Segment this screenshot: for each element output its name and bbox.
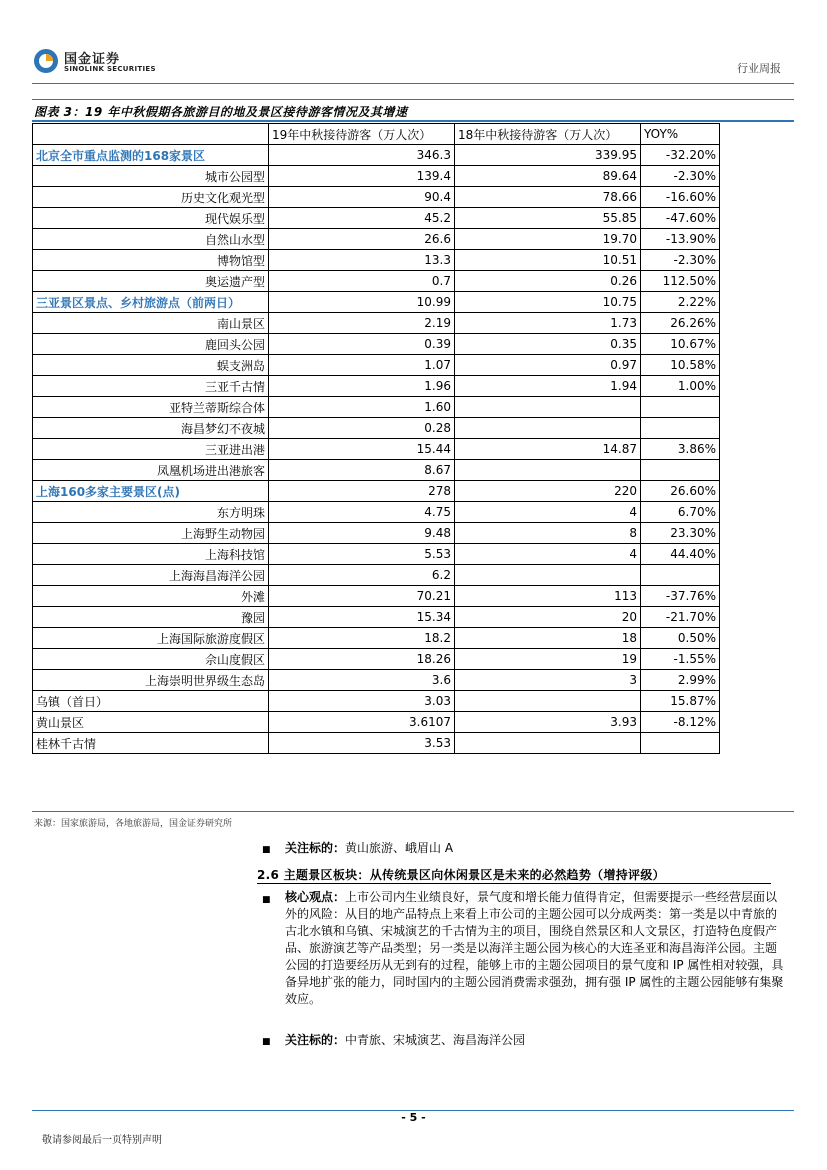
value-2018-cell: 0.26 — [455, 271, 641, 292]
value-2018-cell: 1.94 — [455, 376, 641, 397]
value-2018-cell: 3 — [455, 670, 641, 691]
value-2018-cell: 8 — [455, 523, 641, 544]
value-2019-cell: 3.03 — [269, 691, 455, 712]
table-row — [33, 670, 720, 691]
yoy-cell: 26.26% — [641, 313, 720, 334]
value-2018-cell: 3.93 — [455, 712, 641, 733]
section-title: 2.6 主题景区板块：从传统景区向休闲景区是未来的必然趋势（增持评级） — [257, 868, 665, 882]
row-name-cell: 豫园 — [33, 607, 269, 628]
source-divider — [32, 811, 794, 812]
row-name-cell: 上海野生动物园 — [33, 523, 269, 544]
row-name-cell: 上海海昌海洋公园 — [33, 565, 269, 586]
value-2019-cell: 4.75 — [269, 502, 455, 523]
table-row — [33, 607, 720, 628]
value-2019-cell: 0.7 — [269, 271, 455, 292]
bullet-square-icon: ■ — [262, 895, 271, 905]
row-name-cell: 博物馆型 — [33, 250, 269, 271]
brand-name-cn: 国金证券 — [64, 52, 121, 67]
table-header-row — [33, 124, 720, 145]
row-name-cell: 佘山度假区 — [33, 649, 269, 670]
column-header: 19年中秋接待游客（万人次） — [269, 124, 455, 145]
row-name-cell: 三亚千古情 — [33, 376, 269, 397]
value-2019-cell: 0.39 — [269, 334, 455, 355]
yoy-cell: 0.50% — [641, 628, 720, 649]
value-2018-cell: 55.85 — [455, 208, 641, 229]
paragraph-label: 关注标的： — [285, 841, 346, 855]
yoy-cell: -8.12% — [641, 712, 720, 733]
row-name-cell: 乌镇（首日） — [33, 691, 269, 712]
yoy-cell: 10.67% — [641, 334, 720, 355]
row-name-cell: 上海科技馆 — [33, 544, 269, 565]
figure-top-rule — [32, 99, 794, 100]
yoy-cell — [641, 565, 720, 586]
row-name-cell: 上海国际旅游度假区 — [33, 628, 269, 649]
yoy-cell: -16.60% — [641, 187, 720, 208]
yoy-cell: 10.58% — [641, 355, 720, 376]
value-2018-cell: 0.35 — [455, 334, 641, 355]
row-name-cell: 北京全市重点监测的168家景区 — [33, 145, 269, 166]
table-row — [33, 523, 720, 544]
table-row — [33, 313, 720, 334]
value-2018-cell: 18 — [455, 628, 641, 649]
yoy-cell: 6.70% — [641, 502, 720, 523]
value-2018-cell: 19 — [455, 649, 641, 670]
value-2018-cell: 220 — [455, 481, 641, 502]
row-name-cell: 鹿回头公园 — [33, 334, 269, 355]
value-2019-cell: 3.6107 — [269, 712, 455, 733]
table-row — [33, 334, 720, 355]
table-row — [33, 145, 720, 166]
row-name-cell: 上海160多家主要景区(点) — [33, 481, 269, 502]
table-row — [33, 439, 720, 460]
value-2019-cell: 9.48 — [269, 523, 455, 544]
yoy-cell — [641, 418, 720, 439]
value-2019-cell: 10.99 — [269, 292, 455, 313]
row-name-cell: 亚特兰蒂斯综合体 — [33, 397, 269, 418]
yoy-cell: 23.30% — [641, 523, 720, 544]
logo-icon — [33, 48, 59, 74]
value-2019-cell: 13.3 — [269, 250, 455, 271]
value-2019-cell: 70.21 — [269, 586, 455, 607]
row-name-cell: 奥运遗产型 — [33, 271, 269, 292]
row-name-cell: 东方明珠 — [33, 502, 269, 523]
yoy-cell: -47.60% — [641, 208, 720, 229]
table-row — [33, 649, 720, 670]
yoy-cell: -21.70% — [641, 607, 720, 628]
table-row — [33, 355, 720, 376]
paragraph-focus-2 — [285, 1032, 785, 1049]
section-underline — [257, 883, 771, 884]
row-name-cell: 现代娱乐型 — [33, 208, 269, 229]
row-name-cell: 桂林千古情 — [33, 733, 269, 754]
figure-source: 来源：国家旅游局，各地旅游局，国金证券研究所 — [34, 819, 233, 829]
value-2019-cell: 1.60 — [269, 397, 455, 418]
table-row — [33, 565, 720, 586]
header-divider — [32, 83, 794, 84]
row-name-cell: 自然山水型 — [33, 229, 269, 250]
value-2019-cell: 346.3 — [269, 145, 455, 166]
table-row — [33, 271, 720, 292]
table-row — [33, 397, 720, 418]
value-2019-cell: 18.2 — [269, 628, 455, 649]
yoy-cell: 2.22% — [641, 292, 720, 313]
value-2019-cell: 8.67 — [269, 460, 455, 481]
yoy-cell: -32.20% — [641, 145, 720, 166]
report-type: 行业周报 — [737, 62, 781, 75]
yoy-cell — [641, 397, 720, 418]
yoy-cell: 3.86% — [641, 439, 720, 460]
paragraph-text: 上市公司内生业绩良好，景气度和增长能力值得肯定，但需要提示一些经营层面以外的风险：从目的地产品特点上来看上市公司的主题公园可以分成两类：第一类是以中青旅的古北水镇和乌镇、宋城演艺的千古情为主的项目，围绕自然景区和人文景区，打造特色度假产品、旅游演艺等产品类型；另一类是以海洋主题公园为核心的大连圣亚和海昌海洋公园。主题公园的打造要经历从无到有的过程，能够上市的主题公园项目的景气度和 IP 属性相对较强，具备异地扩张的能力，同时国内的主题公园消费需求强劲，拥有强 IP 属性的主题公园能够有集聚效应。 — [285, 890, 784, 1006]
value-2019-cell: 45.2 — [269, 208, 455, 229]
yoy-cell: -2.30% — [641, 250, 720, 271]
value-2019-cell: 0.28 — [269, 418, 455, 439]
column-header: 18年中秋接待游客（万人次） — [455, 124, 641, 145]
value-2018-cell: 10.75 — [455, 292, 641, 313]
table-row — [33, 376, 720, 397]
column-header — [33, 124, 269, 145]
yoy-cell: -13.90% — [641, 229, 720, 250]
value-2018-cell — [455, 460, 641, 481]
value-2019-cell: 2.19 — [269, 313, 455, 334]
table-row — [33, 502, 720, 523]
yoy-cell: 2.99% — [641, 670, 720, 691]
value-2018-cell: 339.95 — [455, 145, 641, 166]
table-row — [33, 733, 720, 754]
value-2018-cell — [455, 565, 641, 586]
paragraph-text: 黄山旅游、峨眉山 A — [345, 841, 454, 855]
table-row — [33, 460, 720, 481]
column-header: YOY% — [641, 124, 720, 145]
yoy-cell — [641, 733, 720, 754]
value-2019-cell: 1.07 — [269, 355, 455, 376]
row-name-cell: 南山景区 — [33, 313, 269, 334]
value-2018-cell: 19.70 — [455, 229, 641, 250]
table-row — [33, 208, 720, 229]
row-name-cell: 凤凰机场进出港旅客 — [33, 460, 269, 481]
yoy-cell: 15.87% — [641, 691, 720, 712]
table-row — [33, 250, 720, 271]
table-row — [33, 229, 720, 250]
value-2018-cell: 4 — [455, 544, 641, 565]
yoy-cell: -37.76% — [641, 586, 720, 607]
value-2019-cell: 1.96 — [269, 376, 455, 397]
figure-title-rule — [32, 120, 794, 122]
paragraph-focus-1 — [285, 840, 785, 857]
value-2018-cell: 89.64 — [455, 166, 641, 187]
yoy-cell: 112.50% — [641, 271, 720, 292]
value-2019-cell: 139.4 — [269, 166, 455, 187]
yoy-cell: 1.00% — [641, 376, 720, 397]
footer-disclaimer: 敬请参阅最后一页特别声明 — [42, 1135, 162, 1146]
paragraph-label: 核心观点： — [285, 890, 346, 904]
yoy-cell: 44.40% — [641, 544, 720, 565]
row-name-cell: 海昌梦幻不夜城 — [33, 418, 269, 439]
table-row — [33, 691, 720, 712]
figure-title: 图表 3：19 年中秋假期各旅游目的地及景区接待游客情况及其增速 — [34, 105, 408, 119]
value-2019-cell: 18.26 — [269, 649, 455, 670]
value-2018-cell — [455, 418, 641, 439]
paragraph-label: 关注标的： — [285, 1033, 346, 1047]
value-2019-cell: 90.4 — [269, 187, 455, 208]
row-name-cell: 三亚景区景点、乡村旅游点（前两日） — [33, 292, 269, 313]
value-2018-cell: 20 — [455, 607, 641, 628]
table-row — [33, 712, 720, 733]
value-2018-cell — [455, 397, 641, 418]
value-2018-cell: 113 — [455, 586, 641, 607]
paragraph-text: 中青旅、宋城演艺、海昌海洋公园 — [345, 1033, 526, 1047]
yoy-cell: 26.60% — [641, 481, 720, 502]
value-2018-cell: 78.66 — [455, 187, 641, 208]
value-2018-cell: 4 — [455, 502, 641, 523]
value-2019-cell: 5.53 — [269, 544, 455, 565]
yoy-cell: -1.55% — [641, 649, 720, 670]
value-2019-cell: 3.6 — [269, 670, 455, 691]
brand-name-en: SINOLINK SECURITIES — [64, 65, 156, 73]
value-2019-cell: 15.44 — [269, 439, 455, 460]
table-row — [33, 418, 720, 439]
value-2019-cell: 6.2 — [269, 565, 455, 586]
yoy-cell: -2.30% — [641, 166, 720, 187]
table-row — [33, 166, 720, 187]
row-name-cell: 三亚进出港 — [33, 439, 269, 460]
value-2019-cell: 15.34 — [269, 607, 455, 628]
bullet-square-icon: ■ — [262, 845, 271, 855]
table-row — [33, 292, 720, 313]
row-name-cell: 蜈支洲岛 — [33, 355, 269, 376]
value-2018-cell: 10.51 — [455, 250, 641, 271]
row-name-cell: 黄山景区 — [33, 712, 269, 733]
value-2018-cell: 1.73 — [455, 313, 641, 334]
page-number: - 5 - — [401, 1111, 426, 1124]
table-row — [33, 481, 720, 502]
value-2018-cell — [455, 691, 641, 712]
table-row — [33, 628, 720, 649]
yoy-cell — [641, 460, 720, 481]
row-name-cell: 历史文化观光型 — [33, 187, 269, 208]
value-2019-cell: 3.53 — [269, 733, 455, 754]
value-2018-cell: 0.97 — [455, 355, 641, 376]
row-name-cell: 外滩 — [33, 586, 269, 607]
paragraph-core-view — [285, 889, 787, 1008]
value-2019-cell: 26.6 — [269, 229, 455, 250]
table-row — [33, 187, 720, 208]
value-2018-cell: 14.87 — [455, 439, 641, 460]
row-name-cell: 城市公园型 — [33, 166, 269, 187]
value-2018-cell — [455, 733, 641, 754]
table-row — [33, 544, 720, 565]
bullet-square-icon: ■ — [262, 1037, 271, 1047]
value-2019-cell: 278 — [269, 481, 455, 502]
table-row — [33, 586, 720, 607]
visitor-table — [32, 123, 720, 754]
row-name-cell: 上海崇明世界级生态岛 — [33, 670, 269, 691]
